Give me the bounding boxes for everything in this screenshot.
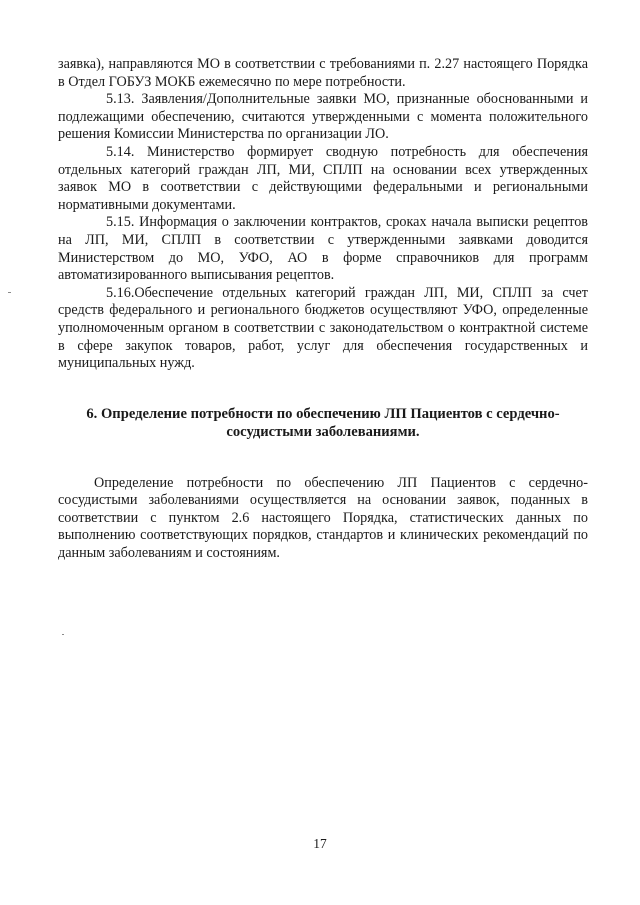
paragraph-continuation: заявка), направляются МО в соответствии с требованиями п. 2.27 настоящего Порядка в Отдел ГОБУЗ МОКБ ежемесячно по мере потребности. (58, 56, 588, 90)
section-6-body: Определение потребности по обеспечению ЛП Пациентов с сердечно-сосудистыми заболеваниями осуществляется на основании заявок, поданных в соответствии с пунктом 2.6 настоящего Порядка, статистических данных по выполнению соответствующих порядков, стандартов и клинических рекомендаций по данным заболеваниям и состояниям. (58, 474, 588, 562)
paragraph-5-14: 5.14. Министерство формирует сводную потребность для обеспечения отдельных категорий граждан ЛП, МИ, СПЛП на основании всех утвержденных заявок МО в соответствии с действующими федеральными и региональными нормативными документами. (58, 143, 588, 213)
page-number: 17 (313, 836, 327, 851)
paragraph-5-16: 5.16.Обеспечение отдельных категорий граждан ЛП, МИ, СПЛП за счет средств федерального и регионального бюджетов осуществляют УФО, определенные уполномоченным органом в соответствии с законодательством о контрактной системе в сфере закупок товаров, работ, услуг для обеспечения государственных и муниципальных нужд. (58, 284, 588, 372)
page-content (58, 56, 588, 563)
section-6-heading: 6. Определение потребности по обеспечению ЛП Пациентов с сердечно-сосудистыми заболеваниями. (86, 405, 560, 440)
scan-speck (8, 292, 11, 293)
paragraph-5-15: 5.15. Информация о заключении контрактов, сроках начала выписки рецептов на ЛП, МИ, СПЛП в соответствии с утвержденными заявками доводится Министерством до МО, УФО, АО в форме справочников для программ автоматизированного выписывания рецептов. (58, 214, 588, 284)
paragraph-5-13: 5.13. Заявления/Дополнительные заявки МО, признанные обоснованными и подлежащими обеспечению, считаются утвержденными с момента положительного решения Комиссии Министерства по организации ЛО. (58, 91, 588, 143)
scan-speck (62, 634, 64, 635)
